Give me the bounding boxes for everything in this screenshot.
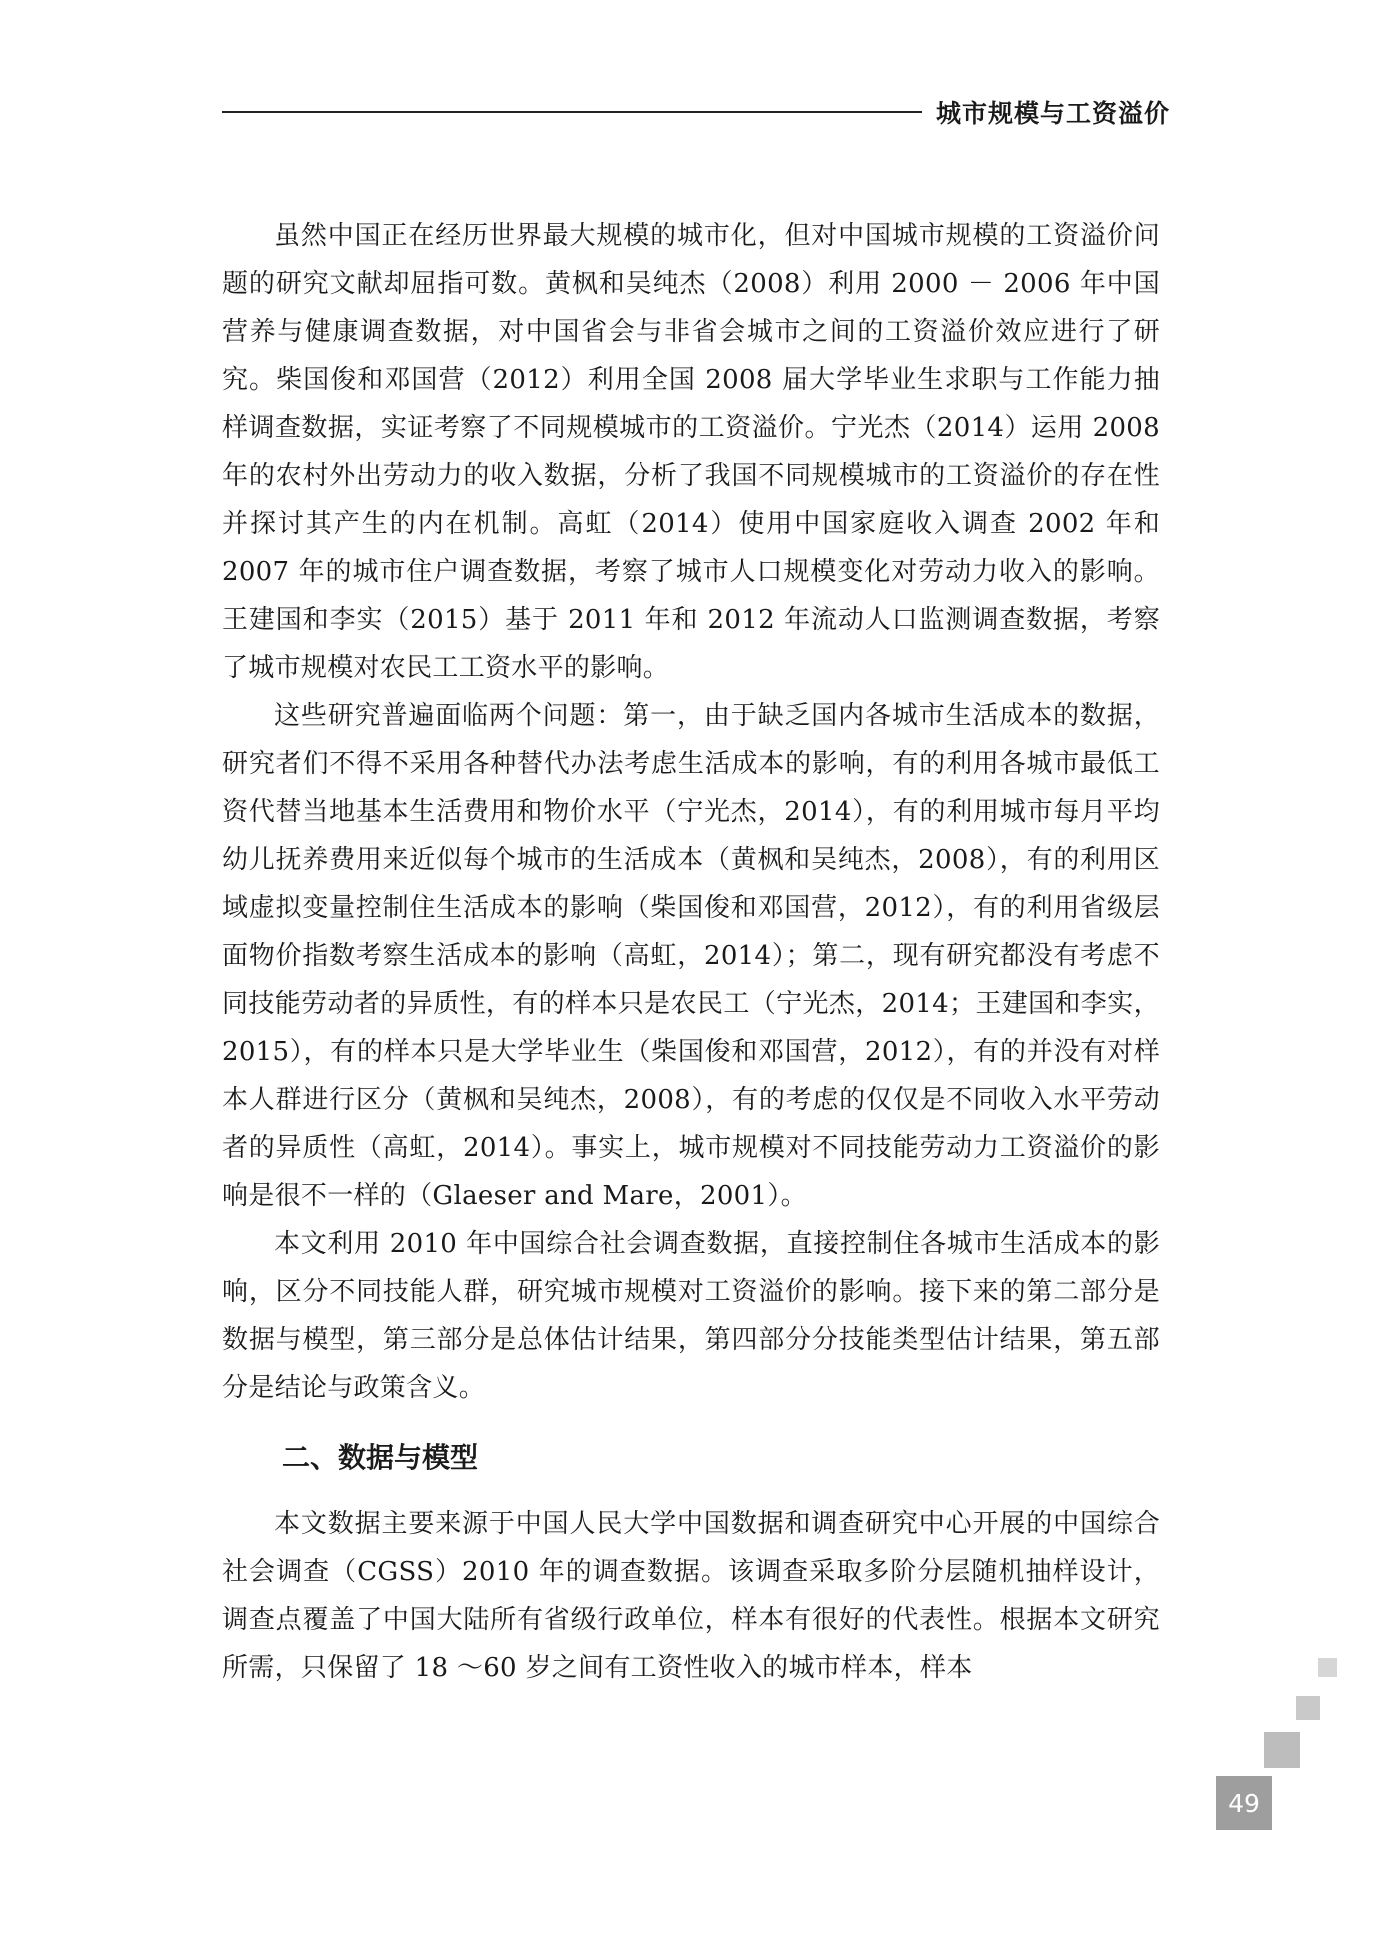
article-body [222, 212, 1160, 1692]
decorative-square-medium [1296, 1696, 1320, 1720]
page-number-box [1216, 1776, 1272, 1830]
paragraph-data-source: 本文数据主要来源于中国人民大学中国数据和调查研究中心开展的中国综合社会调查（CGSS）2010 年的调查数据。该调查采取多阶分层随机抽样设计，调查点覆盖了中国大陆所有省级行政单位，样本有很好的代表性。根据本文研究所需，只保留了 18 ～60 岁之间有工资性收入的城市样本，样本 [222, 1509, 1160, 1683]
paragraph-literature-review: 虽然中国正在经历世界最大规模的城市化，但对中国城市规模的工资溢价问题的研究文献却屈指可数。黄枫和吴纯杰（2008）利用 2000 － 2006 年中国营养与健康调查数据，对中国省会与非省会城市之间的工资溢价效应进行了研究。柴国俊和邓国营（2012）利用全国 2008 届大学毕业生求职与工作能力抽样调查数据，实证考察了不同规模城市的工资溢价。宁光杰（2014）运用 2008 年的农村外出劳动力的收入数据，分析了我国不同规模城市的工资溢价的存在性并探讨其产生的内在机制。高虹（2014）使用中国家庭收入调查 2002 年和 2007 年的城市住户调查数据，考察了城市人口规模变化对劳动力收入的影响。王建国和李实（2015）基于 2011 年和 2012 年流动人口监测调查数据，考察了城市规模对农民工工资水平的影响。 [222, 221, 1160, 683]
paragraph-research-problems: 这些研究普遍面临两个问题：第一，由于缺乏国内各城市生活成本的数据，研究者们不得不采用各种替代办法考虑生活成本的影响，有的利用各城市最低工资代替当地基本生活费用和物价水平（宁光杰，2014），有的利用城市每月平均幼儿抚养费用来近似每个城市的生活成本（黄枫和吴纯杰，2008），有的利用区域虚拟变量控制住生活成本的影响（柴国俊和邓国营，2012），有的利用省级层面物价指数考察生活成本的影响（高虹，2014）；第二，现有研究都没有考虑不同技能劳动者的异质性，有的样本只是农民工（宁光杰，2014；王建国和李实，2015），有的样本只是大学毕业生（柴国俊和邓国营，2012），有的并没有对样本人群进行区分（黄枫和吴纯杰，2008），有的考虑的仅仅是不同收入水平劳动者的异质性（高虹，2014）。事实上，城市规模对不同技能劳动力工资溢价的影响是很不一样的（Glaeser and Mare，2001）。 [222, 701, 1160, 1211]
section-heading: 二、数据与模型 [282, 1441, 479, 1474]
header-rule [222, 111, 922, 113]
decorative-square-large [1264, 1732, 1300, 1768]
paragraph-paper-outline: 本文利用 2010 年中国综合社会调查数据，直接控制住各城市生活成本的影响，区分不同技能人群，研究城市规模对工资溢价的影响。接下来的第二部分是数据与模型，第三部分是总体估计结果，第四部分分技能类型估计结果，第五部分是结论与政策含义。 [222, 1229, 1160, 1403]
running-header-title: 城市规模与工资溢价 [936, 99, 1171, 128]
decorative-square-small [1318, 1658, 1337, 1677]
page-number: 49 [1228, 1788, 1260, 1818]
